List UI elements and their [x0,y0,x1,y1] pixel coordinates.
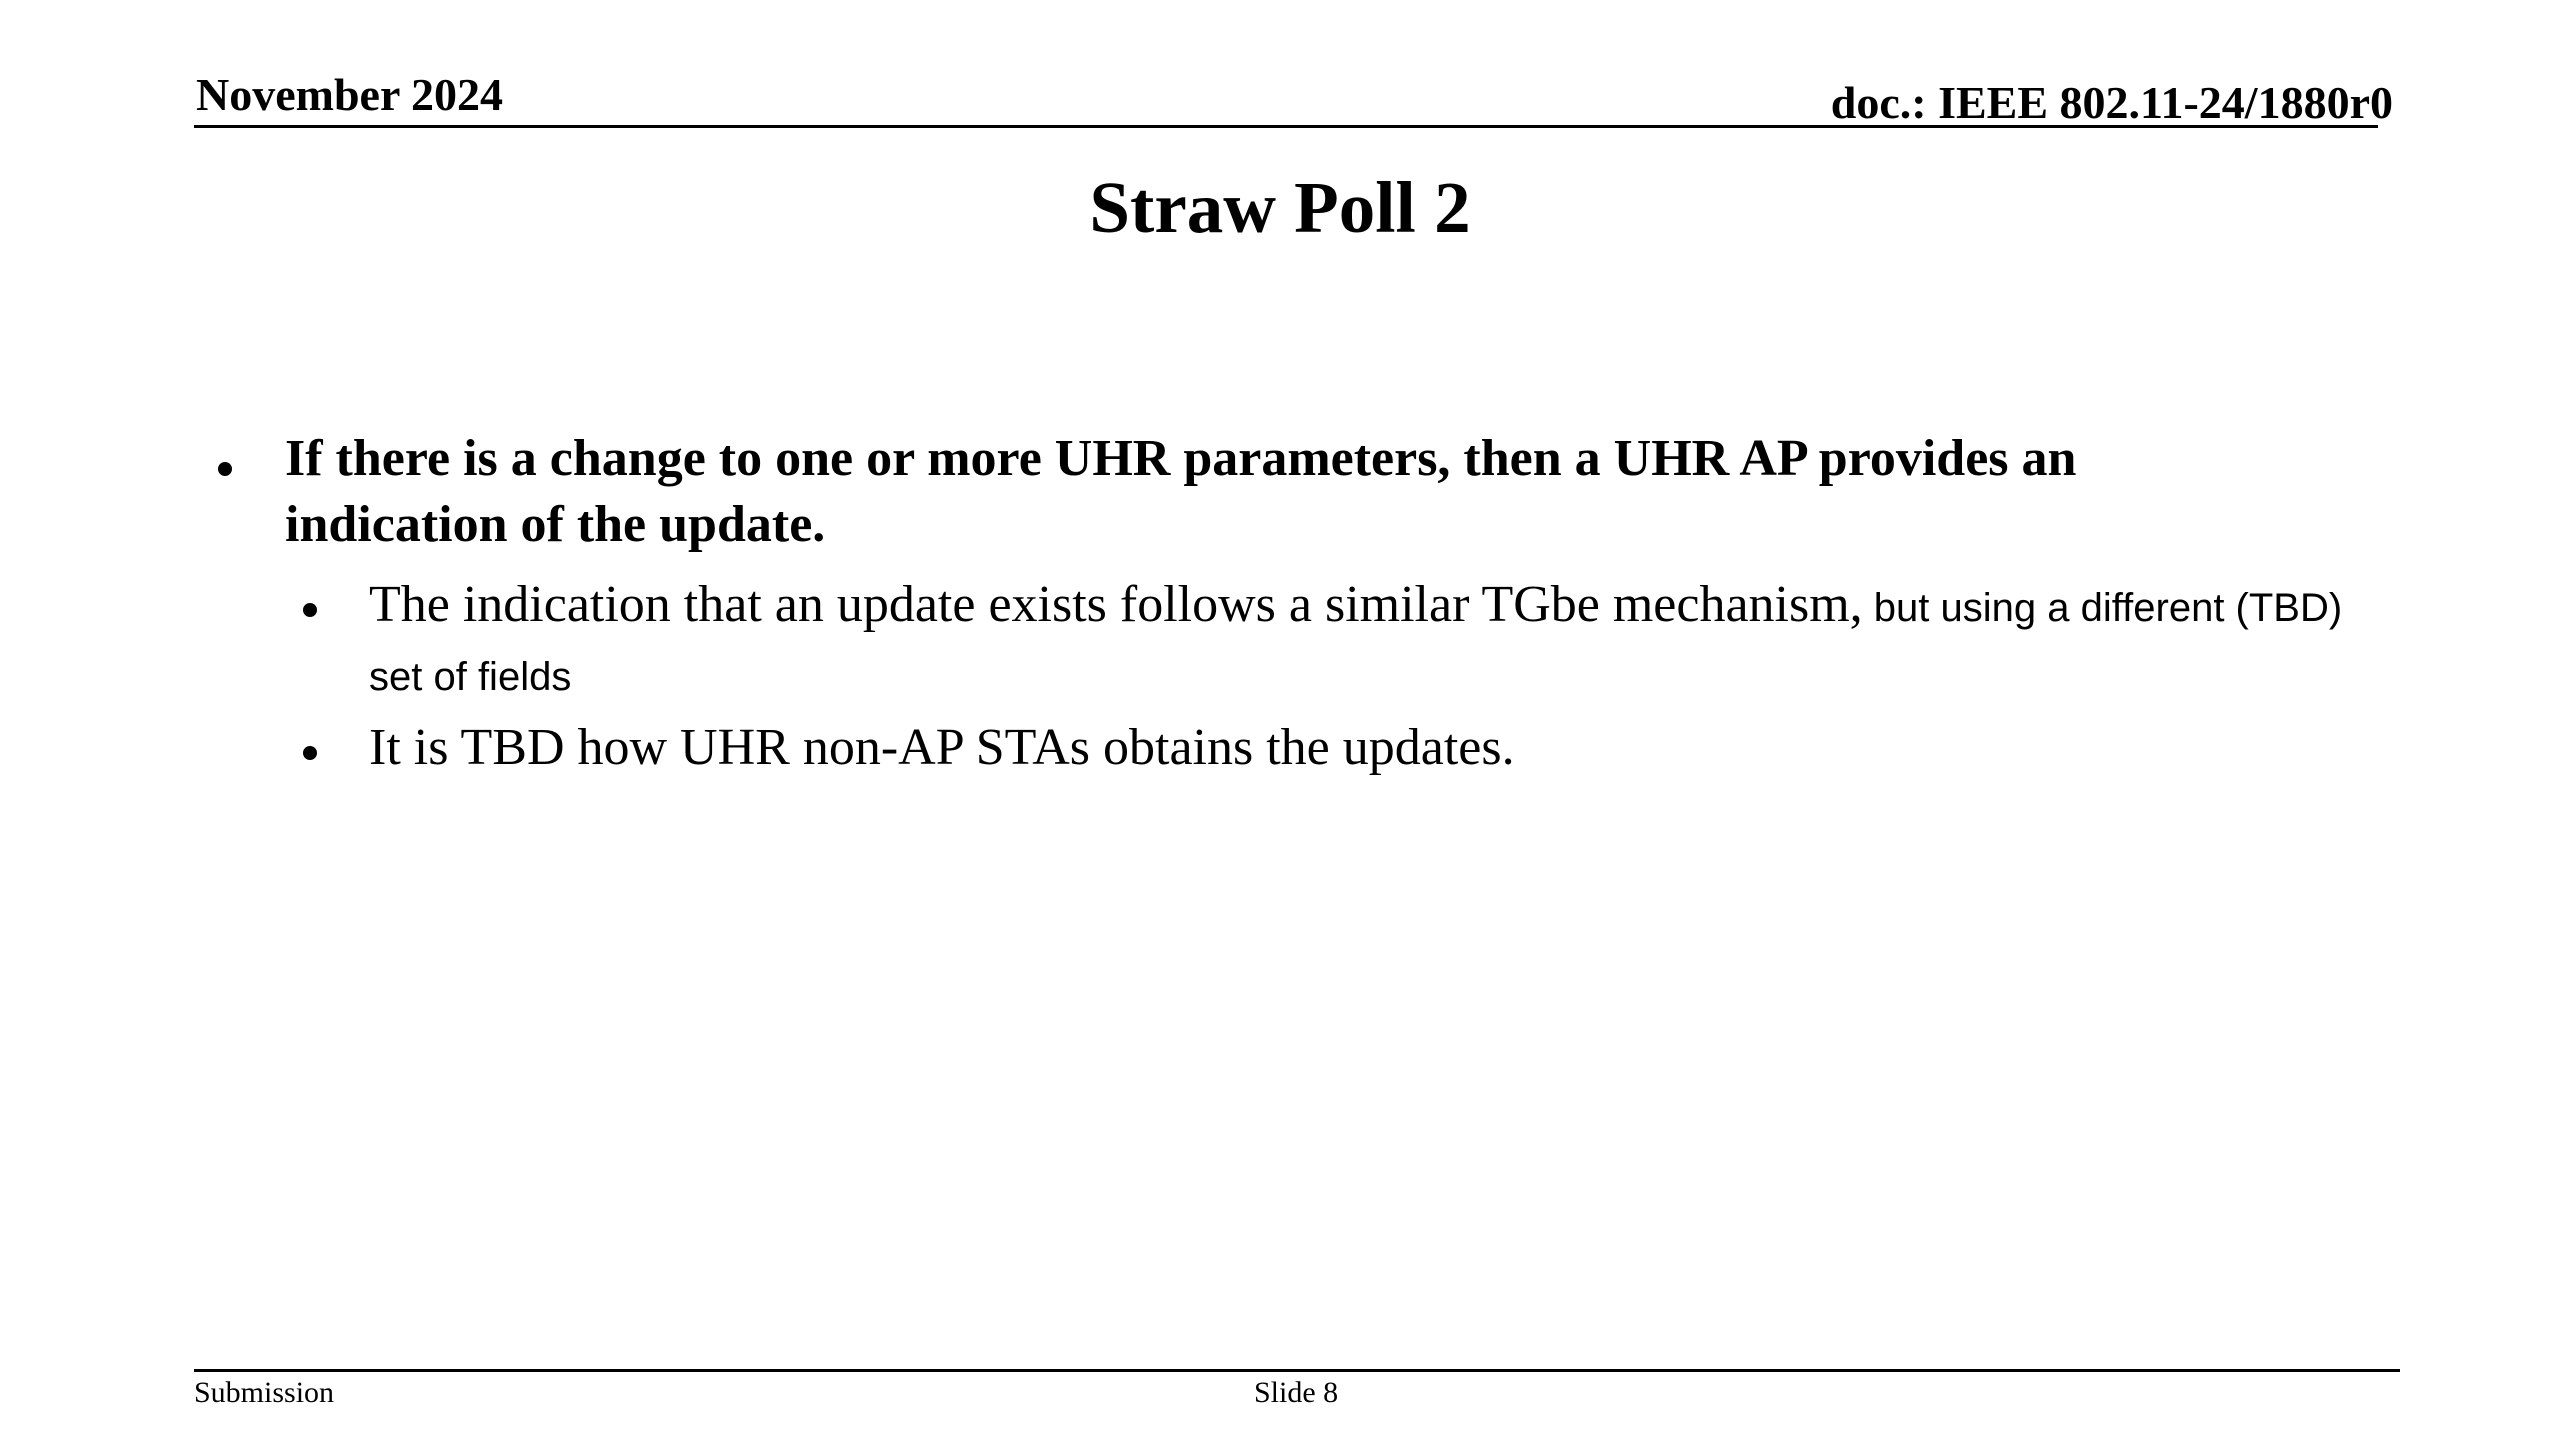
header-date: November 2024 [196,69,504,120]
header-doc-id: doc.: IEEE 802.11-24/1880r0 [1830,77,2393,128]
sub-bullet-text-sans: but using a different (TBD) set of fields [369,586,2343,699]
sub-bullet-text-serif: It is TBD how UHR non-AP STAs obtains the updates. [369,719,1515,776]
footer-divider [194,1369,2400,1372]
footer-slide-number: Slide 8 [1254,1376,1339,1409]
sub-bullet-text-serif: The indication that an update exists follows a similar TGbe mechanism, [369,576,1863,633]
sub-bullet-dot-icon [303,746,317,760]
slide-title: Straw Poll 2 [1089,167,1471,248]
sub-bullet-text [369,715,2389,781]
bullet-main-text: If there is a change to one or more UHR parameters, then a UHR AP provides an indication of the update. [285,430,2077,553]
sub-bullet-text [369,572,2389,710]
header-divider [194,125,2378,128]
sub-bullet-dot-icon [303,603,317,617]
footer-submission: Submission [194,1376,335,1409]
bullet-dot-icon [218,462,232,476]
